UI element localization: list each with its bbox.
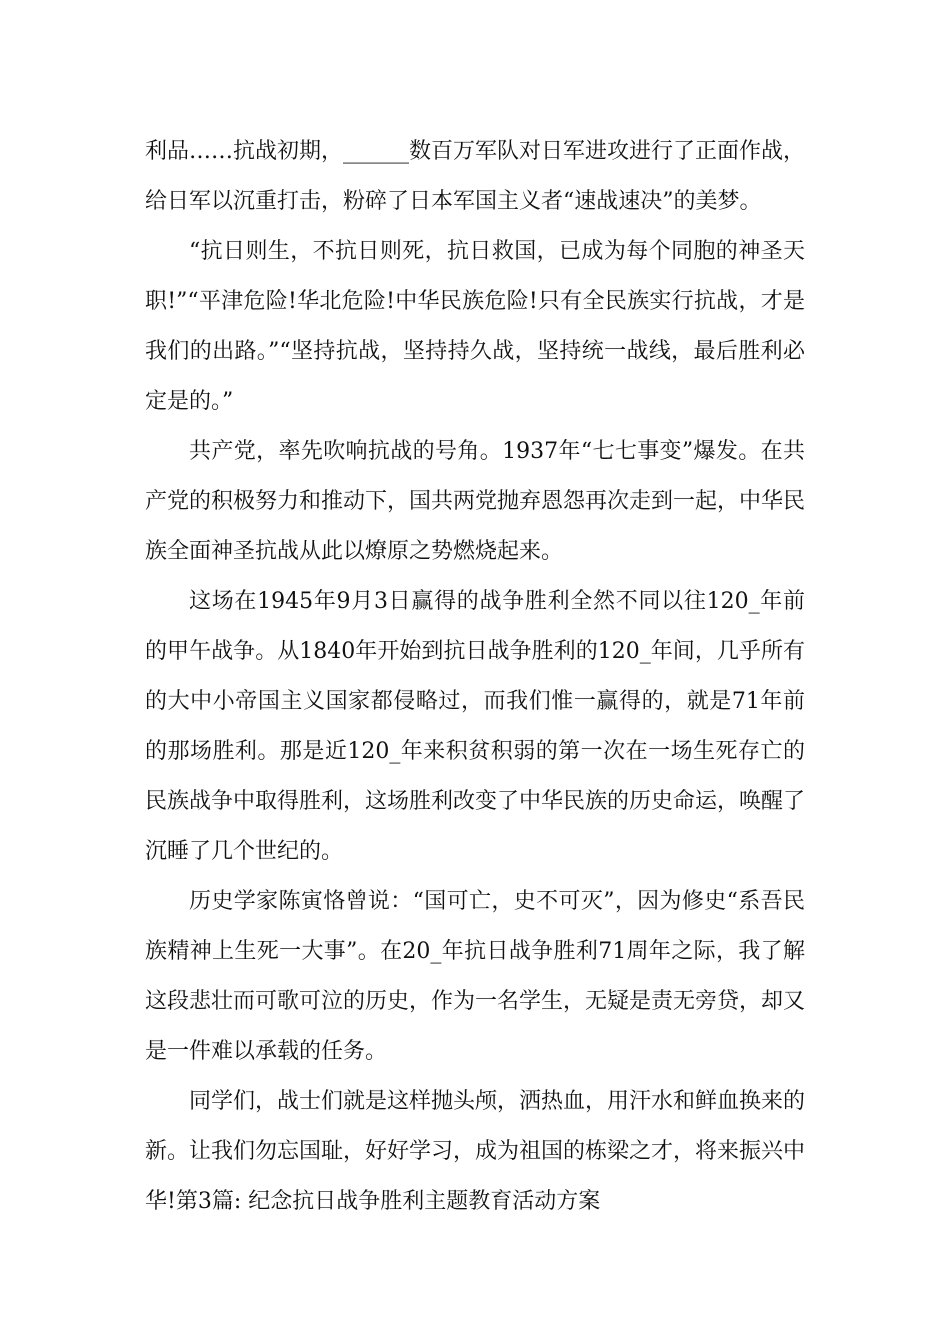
paragraph-2: “抗日则生，不抗日则死，抗日救国，已成为每个同胞的神圣天职!”“平津危险!华北危险!中华民族危险!只有全民族实行抗战，才是我们的出路。”“坚持抗战，坚持持久战，坚持统一战线，最后胜利必定是的。” [145,239,805,414]
paragraph-4: 这场在1945年9月3日赢得的战争胜利全然不同以往120_年前的甲午战争。从1840年开始到抗日战争胜利的120_年间，几乎所有的大中小帝国主义国家都侵略过，而我们惟一赢得的，就是71年前的那场胜利。那是近120_年来积贫积弱的第一次在一场生死存亡的民族战争中取得胜利，这场胜利改变了中华民族的历史命运，唤醒了沉睡了几个世纪的。 [145,589,806,864]
paragraph-1: 利品……抗战初期，______数百万军队对日军进攻进行了正面作战，给日军以沉重打击，粉碎了日本军国主义者“速战速决”的美梦。 [145,139,806,214]
paragraph-5: 历史学家陈寅恪曾说：“国可亡，史不可灭”，因为修史“系吾民族精神上生死一大事”。在20_年抗日战争胜利71周年之际，我了解这段悲壮而可歌可泣的历史，作为一名学生，无疑是责无旁贷，却又是一件难以承载的任务。 [145,889,806,1064]
paragraph-6: 同学们，战士们就是这样抛头颅，洒热血，用汗水和鲜血换来的新。让我们勿忘国耻，好好学习，成为祖国的栋梁之才，将来振兴中华!第3篇: 纪念抗日战争胜利主题教育活动方案 [145,1089,806,1214]
paragraph-3: 共产党，率先吹响抗战的号角。1937年“七七事变”爆发。在共产党的积极努力和推动下，国共两党抛弃恩怨再次走到一起，中华民族全面神圣抗战从此以燎原之势燃烧起来。 [145,439,806,564]
document-body [145,127,805,1227]
